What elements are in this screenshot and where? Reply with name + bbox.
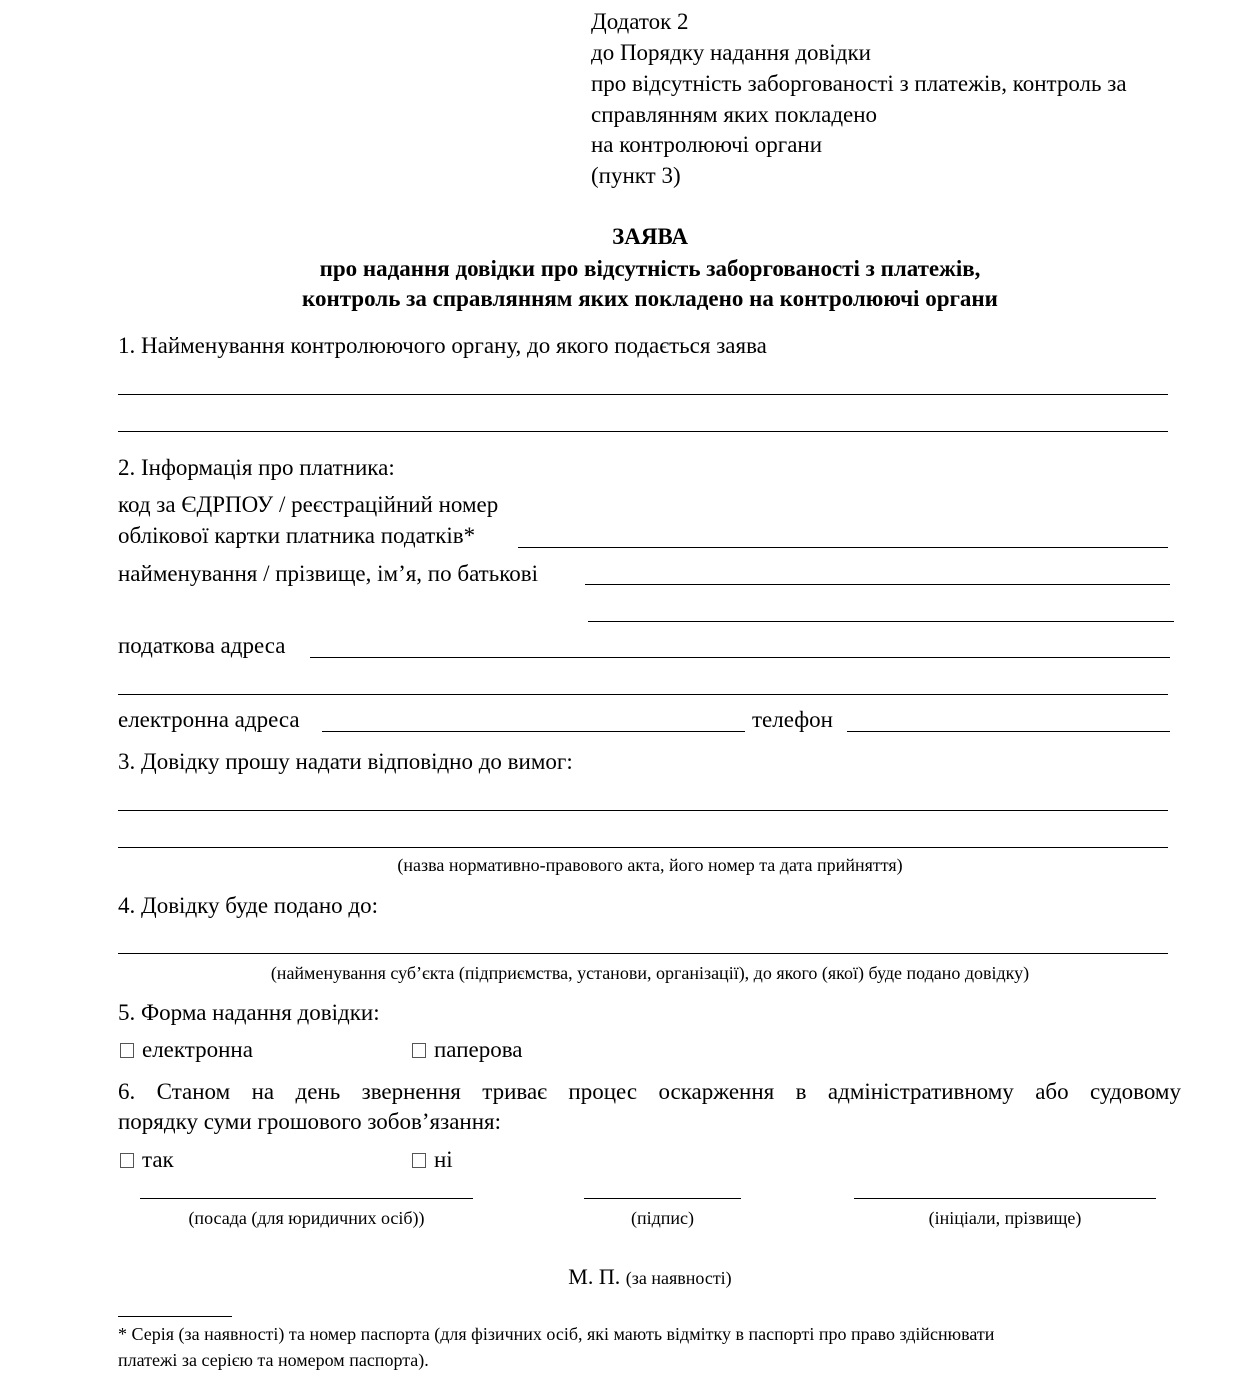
section-4-label: 4. Довідку буде подано до: bbox=[118, 893, 378, 918]
checkbox-icon[interactable] bbox=[412, 1043, 426, 1058]
authority-name-line-2[interactable] bbox=[118, 431, 1168, 432]
annex-line-5: на контролюючі органи bbox=[591, 132, 823, 157]
phone-field[interactable] bbox=[847, 731, 1170, 732]
document-title: ЗАЯВА bbox=[612, 224, 688, 249]
annex-line-3: про відсутність заборгованості з платежів, контроль за bbox=[591, 71, 1127, 96]
requirements-field-1[interactable] bbox=[118, 810, 1168, 811]
section-5-label: 5. Форма надання довідки: bbox=[118, 1000, 380, 1025]
document-subtitle-2: контроль за справлянням яких покладено на контролюючі органи bbox=[302, 286, 998, 311]
tax-address-label: податкова адреса bbox=[118, 633, 286, 658]
footnote-line-2: платежі за серією та номером паспорта). bbox=[118, 1350, 429, 1370]
signature-hint: (підпис) bbox=[630, 1208, 695, 1228]
tax-address-field-2[interactable] bbox=[118, 694, 1168, 695]
annex-line-6: (пункт 3) bbox=[591, 163, 681, 188]
email-field[interactable] bbox=[322, 731, 745, 732]
payer-name-label: найменування / прізвище, ім’я, по батькові bbox=[118, 561, 538, 586]
tax-code-label-1: код за ЄДРПОУ / реєстраційний номер bbox=[118, 492, 499, 517]
option-electronic[interactable] bbox=[120, 1035, 253, 1065]
annex-line-1: Додаток 2 bbox=[591, 9, 689, 34]
payer-name-field-2[interactable] bbox=[588, 621, 1174, 622]
section-6-line-1: 6. Станом на день звернення триває процес оскарження в адміністративному або судовому bbox=[118, 1079, 1181, 1104]
option-paper-label: паперова bbox=[434, 1037, 523, 1062]
signature-field[interactable] bbox=[584, 1198, 741, 1199]
option-yes-label: так bbox=[142, 1147, 174, 1172]
section-2-label: 2. Інформація про платника: bbox=[118, 455, 395, 480]
name-initials-hint: (ініціали, прізвище) bbox=[928, 1208, 1082, 1228]
footnote-line-1: * Серія (за наявності) та номер паспорта (для фізичних осіб, які мають відмітку в паспорті про право здійснювати bbox=[118, 1324, 995, 1344]
option-yes[interactable] bbox=[120, 1145, 174, 1175]
email-label: електронна адреса bbox=[118, 707, 300, 732]
checkbox-icon[interactable] bbox=[120, 1153, 134, 1168]
payer-name-field-1[interactable] bbox=[585, 584, 1170, 585]
document-subtitle-1: про надання довідки про відсутність заборгованості з платежів, bbox=[319, 256, 981, 281]
stamp-label: М. П. bbox=[568, 1264, 621, 1289]
position-field[interactable] bbox=[140, 1198, 473, 1199]
checkbox-icon[interactable] bbox=[120, 1043, 134, 1058]
option-no[interactable] bbox=[412, 1145, 453, 1175]
section-1-label: 1. Найменування контролюючого органу, до якого подається заява bbox=[118, 333, 767, 358]
stamp-place bbox=[0, 1262, 1240, 1292]
authority-name-line-1[interactable] bbox=[118, 394, 1168, 395]
option-paper[interactable] bbox=[412, 1035, 523, 1065]
checkbox-icon[interactable] bbox=[412, 1153, 426, 1168]
annex-line-4: справлянням яких покладено bbox=[591, 102, 878, 127]
phone-label: телефон bbox=[752, 707, 833, 732]
name-initials-field[interactable] bbox=[854, 1198, 1156, 1199]
option-no-label: ні bbox=[434, 1147, 453, 1172]
stamp-note: (за наявності) bbox=[625, 1268, 732, 1288]
requirements-field-2[interactable] bbox=[118, 847, 1168, 848]
annex-line-2: до Порядку надання довідки bbox=[591, 40, 871, 65]
requirements-hint: (назва нормативно-правового акта, його номер та дата прийняття) bbox=[397, 855, 903, 875]
recipient-hint: (найменування суб’єкта (підприємства, установи, організації), до якого (якої) буде подано довідку) bbox=[270, 963, 1030, 983]
tax-code-label-2: облікової картки платника податків* bbox=[118, 523, 476, 548]
position-hint: (посада (для юридичних осіб)) bbox=[188, 1208, 425, 1228]
option-electronic-label: електронна bbox=[142, 1037, 253, 1062]
footnote-separator bbox=[118, 1316, 232, 1317]
section-3-label: 3. Довідку прошу надати відповідно до вимог: bbox=[118, 749, 573, 774]
tax-code-field[interactable] bbox=[518, 547, 1168, 548]
recipient-field[interactable] bbox=[118, 953, 1168, 954]
section-6-line-2: порядку суми грошового зобов’язання: bbox=[118, 1109, 501, 1134]
tax-address-field-1[interactable] bbox=[310, 657, 1170, 658]
